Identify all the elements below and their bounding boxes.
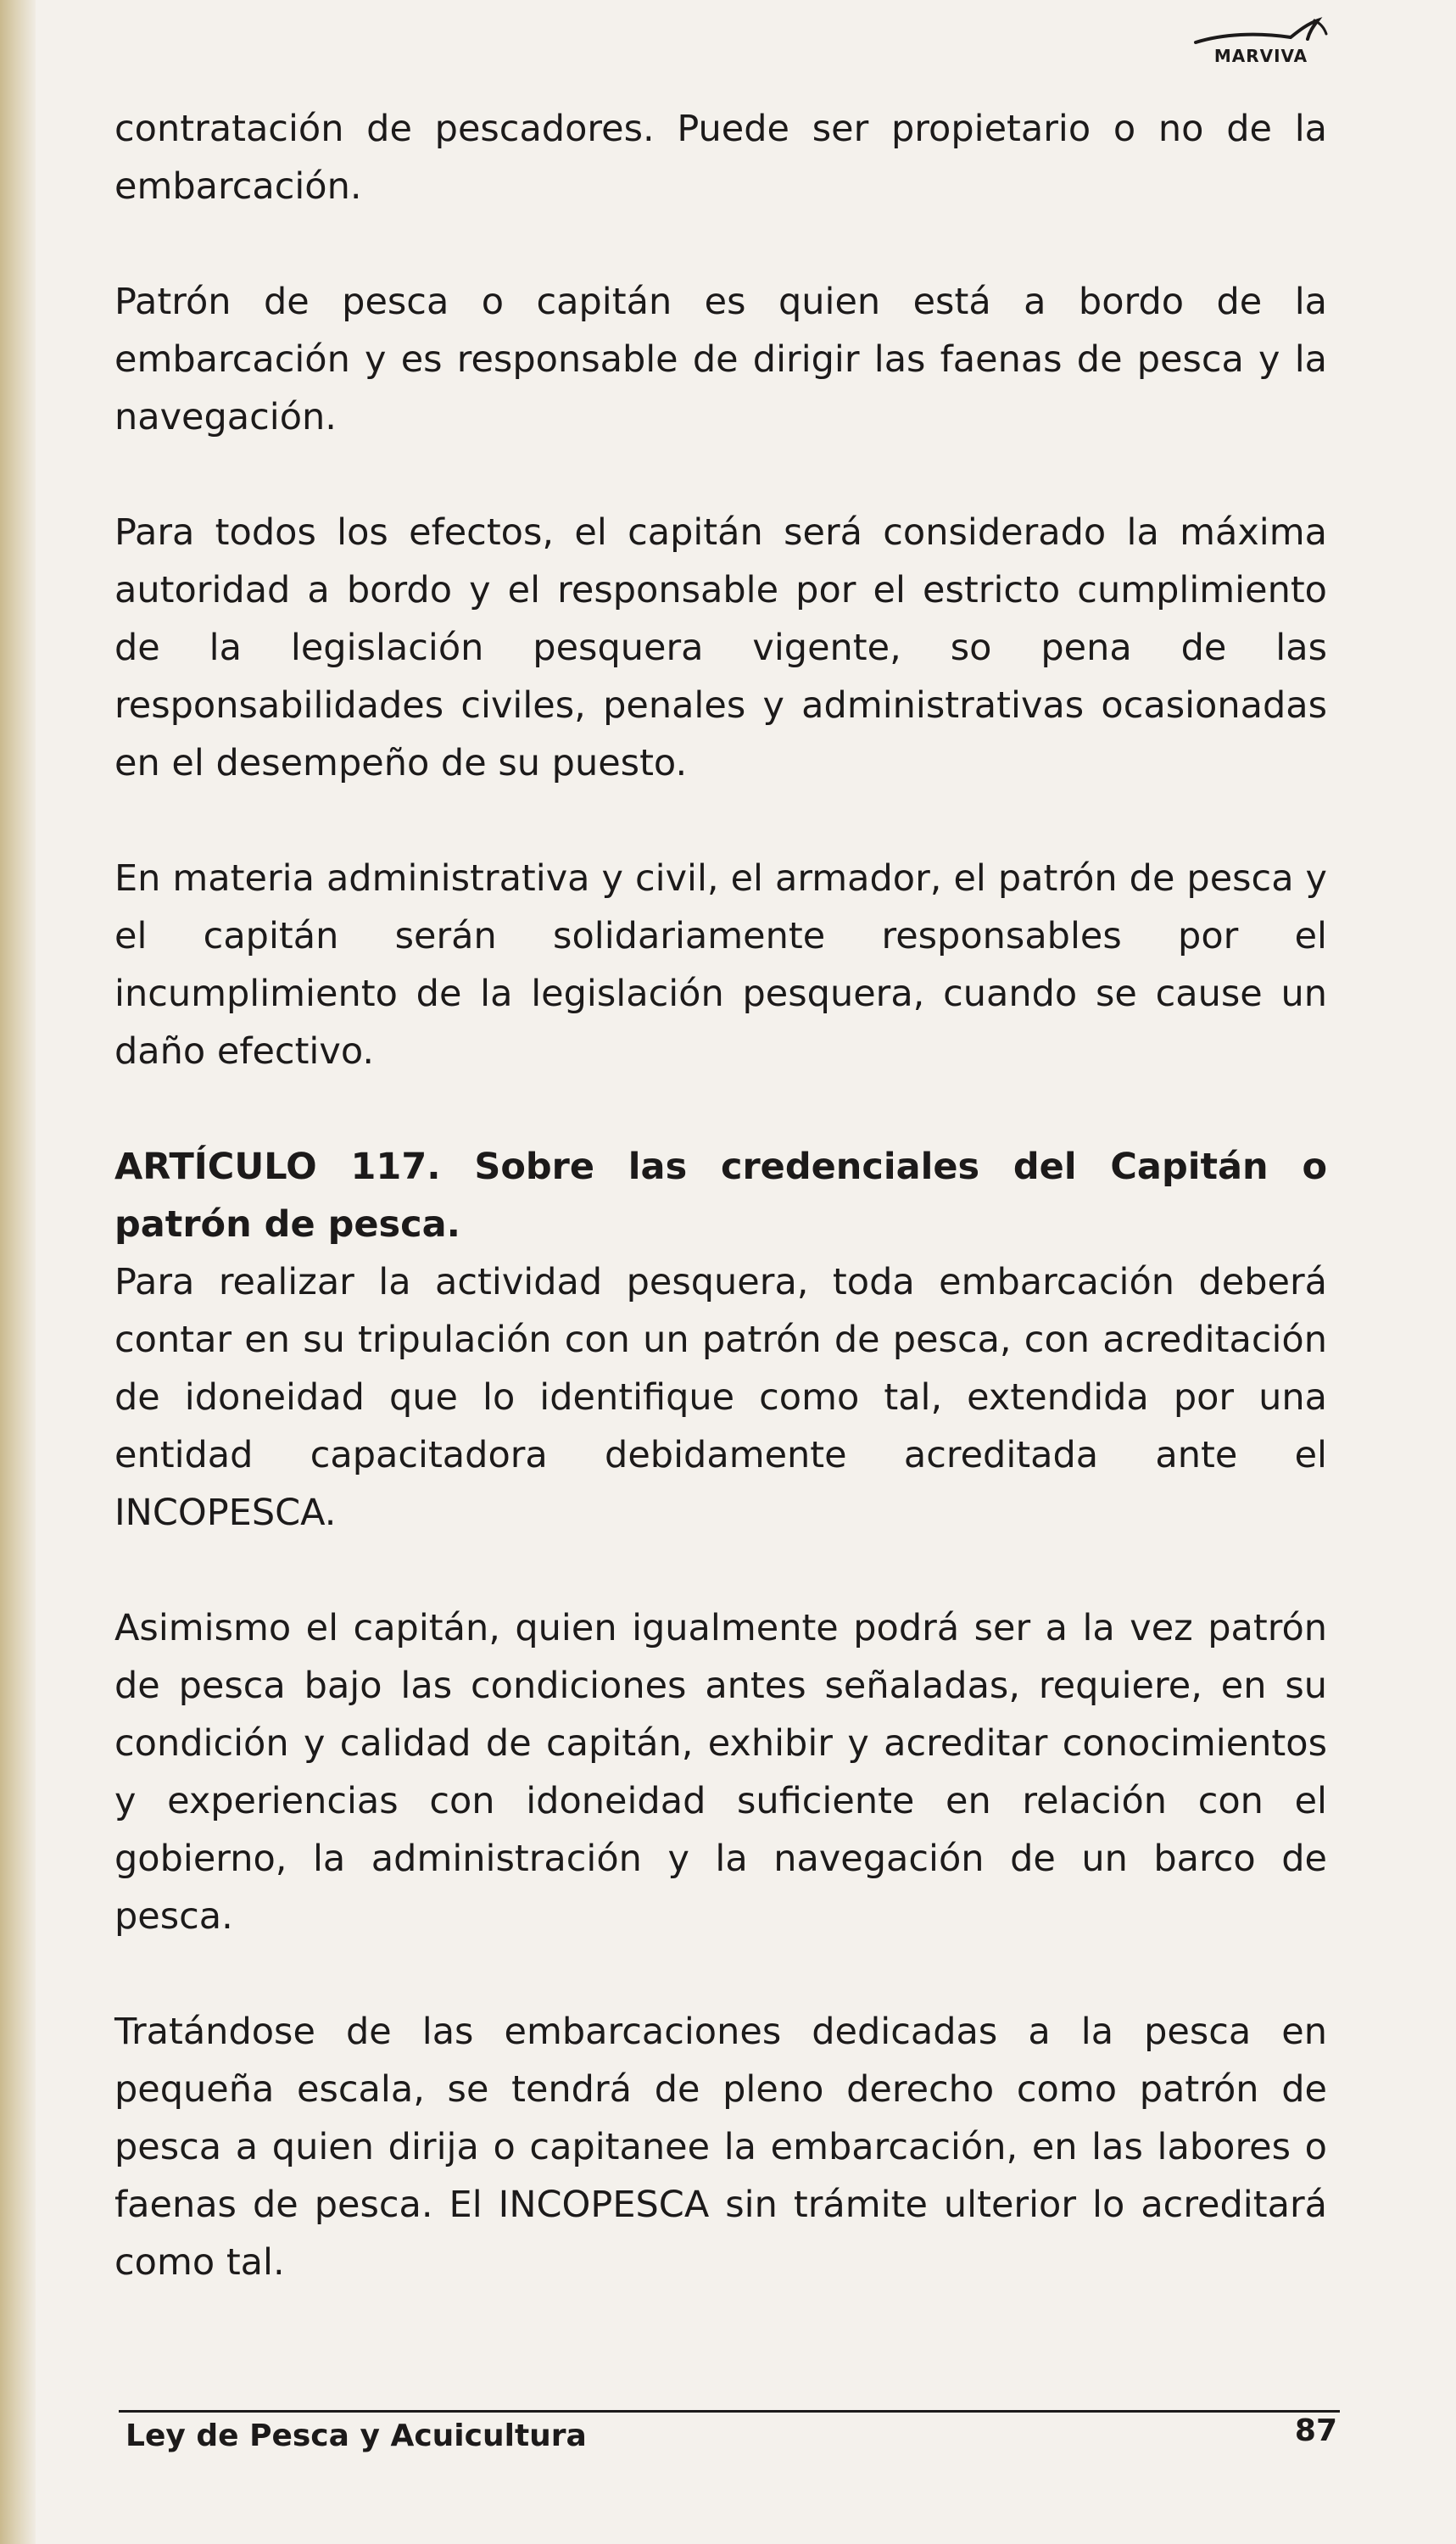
paragraph-capitan-authority: Para todos los efectos, el capitán será considerado la máxima autoridad a bordo y el responsable por el estricto cumplimiento de la legislación pesquera vigente, so pena de las responsabilidades civiles, penales y administrativas ocasionadas en el desempeño de su puesto. <box>114 511 1327 784</box>
paragraph-small-scale-fishing: Tratándose de las embarcaciones dedicadas a la pesca en pequeña escala, se tendrá de pleno derecho como patrón de pesca a quien dirija o capitanee la embarcación, en las labores o faenas de pesca. El INCOPESCA sin trámite ulterior lo acreditará como tal. <box>114 2011 1327 2284</box>
page-binding-edge <box>0 0 36 2544</box>
article-body: Para realizar la actividad pesquera, toda embarcación deberá contar en su tripulación con un patrón de pesca, con acreditación de idoneidad que lo identifique como tal, extendida por una entidad capacitadora debidamente acreditada ante el INCOPESCA. <box>114 1261 1327 1534</box>
marviva-logo <box>1189 15 1333 66</box>
paragraph-solidary-responsibility: En materia administrativa y civil, el armador, el patrón de pesca y el capitán serán solidariamente responsables por el incumplimiento de la legislación pesquera, cuando se cause un daño efectivo. <box>114 857 1327 1073</box>
paragraph-patron-definition: Patrón de pesca o capitán es quien está a bordo de la embarcación y es responsable de dirigir las faenas de pesca y la navegación. <box>114 281 1327 438</box>
footer-book-title: Ley de Pesca y Acuicultura <box>126 2418 587 2453</box>
wave-logo-icon <box>1189 15 1333 49</box>
page-number: 87 <box>1294 2413 1337 2448</box>
logo-text: MARVIVA <box>1213 46 1308 66</box>
article-117 <box>114 1138 1327 1542</box>
footer-divider <box>119 2410 1340 2413</box>
article-heading: ARTÍCULO 117. Sobre las credenciales del Capitán o patrón de pesca. <box>114 1146 1327 1246</box>
paragraph-capitan-requirements: Asimismo el capitán, quien igualmente podrá ser a la vez patrón de pesca bajo las condiciones antes señaladas, requiere, en su condición y calidad de capitán, exhibir y acreditar conocimientos y experiencias con idoneidad suficiente en relación con el gobierno, la administración y la navegación de un barco de pesca. <box>114 1607 1327 1938</box>
page-content <box>114 100 1327 2349</box>
paragraph-armador-continued: contratación de pescadores. Puede ser propietario o no de la embarcación. <box>114 108 1327 208</box>
